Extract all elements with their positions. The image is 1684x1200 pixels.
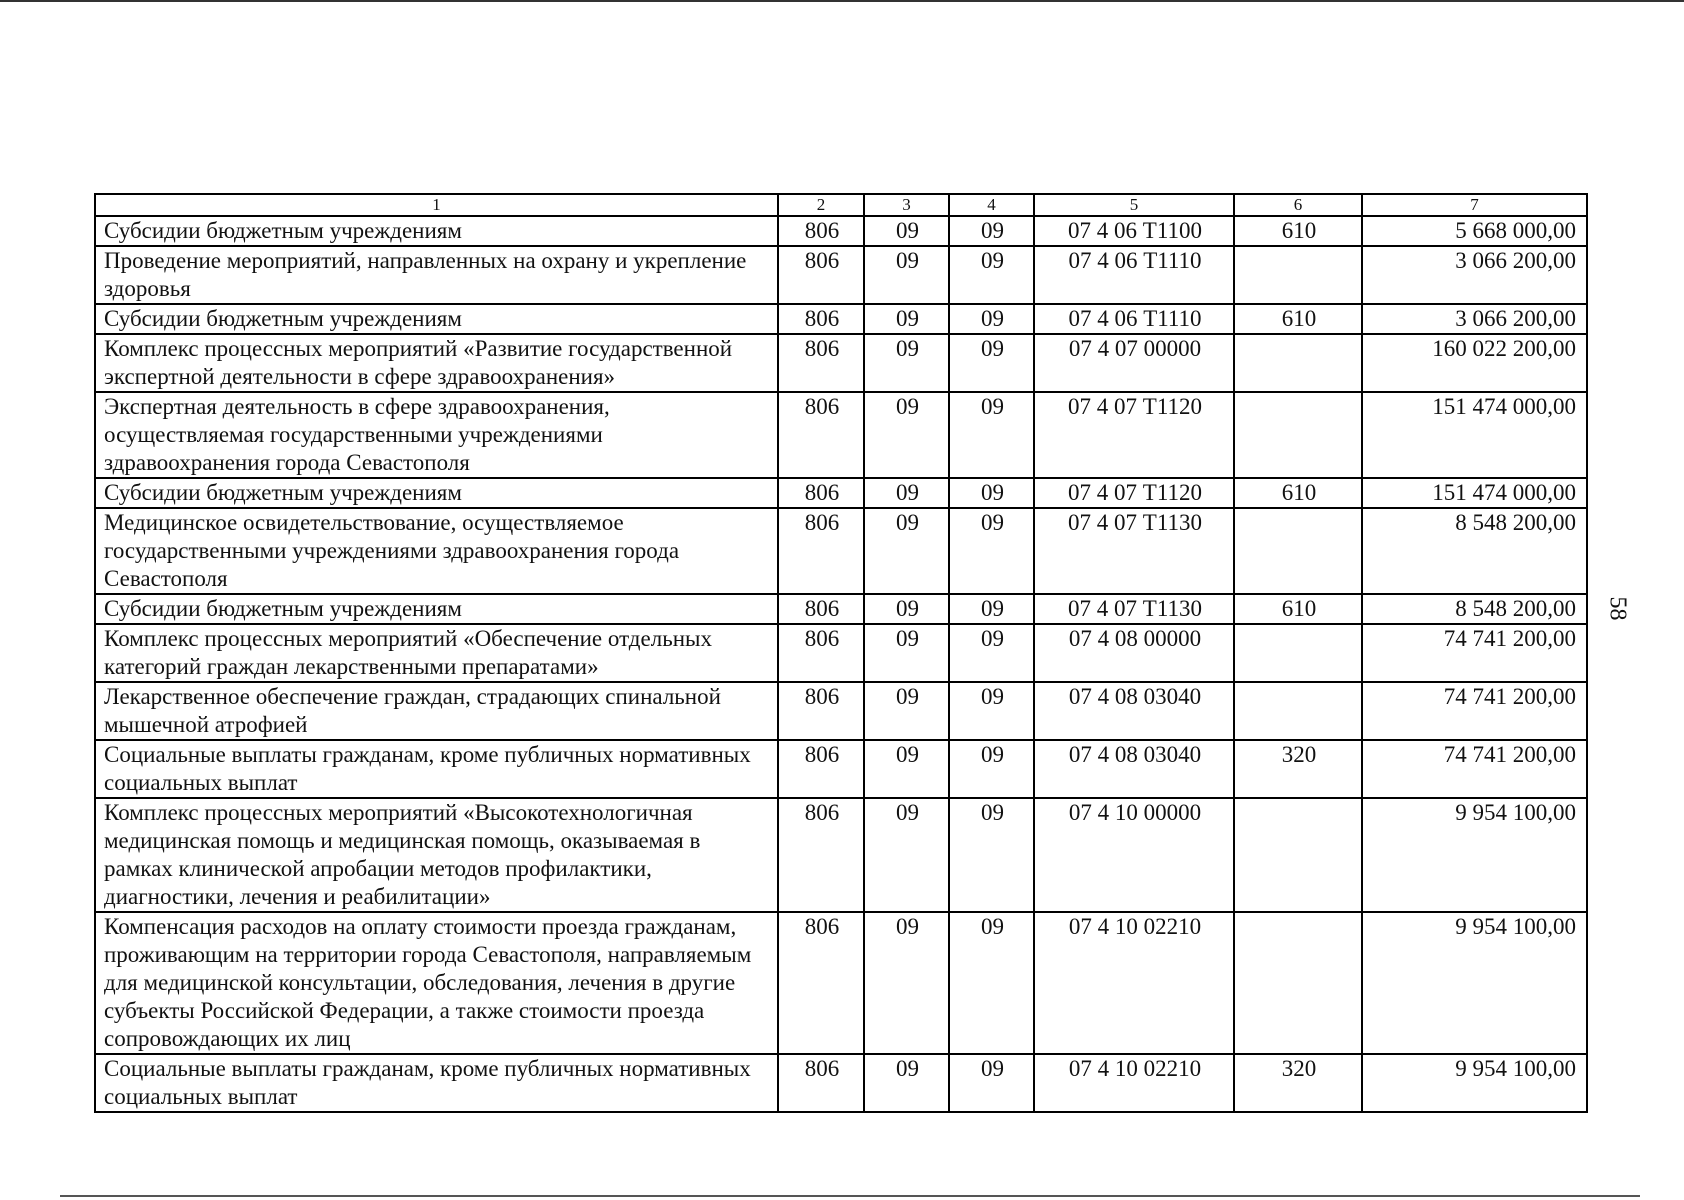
row-section-cell: 09 <box>864 740 949 798</box>
row-expense-type-cell: 320 <box>1234 740 1362 798</box>
row-expense-type-cell <box>1234 624 1362 682</box>
row-expense-type-cell <box>1234 334 1362 392</box>
row-section-cell: 09 <box>864 798 949 912</box>
row-target-article-cell: 07 4 07 Т1120 <box>1034 392 1234 478</box>
row-subsection-cell: 09 <box>949 508 1034 594</box>
row-subsection-cell: 09 <box>949 594 1034 624</box>
table-row <box>95 740 1587 798</box>
row-target-article-cell: 07 4 10 02210 <box>1034 912 1234 1054</box>
table-row <box>95 478 1587 508</box>
row-expense-type-cell <box>1234 508 1362 594</box>
row-target-article-cell: 07 4 06 Т1100 <box>1034 216 1234 246</box>
column-header: 7 <box>1362 194 1587 216</box>
row-code-cell: 806 <box>778 478 864 508</box>
column-header: 4 <box>949 194 1034 216</box>
row-amount-cell: 74 741 200,00 <box>1362 740 1587 798</box>
row-name-cell: Экспертная деятельность в сфере здравоохранения, осуществляемая государственными учреждениями здравоохранения города Севастополя <box>95 392 778 478</box>
page-number: 58 <box>1604 596 1631 621</box>
row-expense-type-cell: 610 <box>1234 478 1362 508</box>
row-target-article-cell: 07 4 10 02210 <box>1034 1054 1234 1112</box>
table-row <box>95 508 1587 594</box>
row-code-cell: 806 <box>778 594 864 624</box>
row-subsection-cell: 09 <box>949 304 1034 334</box>
row-amount-cell: 74 741 200,00 <box>1362 682 1587 740</box>
row-target-article-cell: 07 4 08 03040 <box>1034 682 1234 740</box>
row-code-cell: 806 <box>778 304 864 334</box>
row-amount-cell: 160 022 200,00 <box>1362 334 1587 392</box>
row-section-cell: 09 <box>864 624 949 682</box>
row-amount-cell: 3 066 200,00 <box>1362 246 1587 304</box>
row-target-article-cell: 07 4 08 03040 <box>1034 740 1234 798</box>
table-row <box>95 246 1587 304</box>
row-target-article-cell: 07 4 08 00000 <box>1034 624 1234 682</box>
row-target-article-cell: 07 4 07 Т1120 <box>1034 478 1234 508</box>
row-section-cell: 09 <box>864 304 949 334</box>
row-expense-type-cell <box>1234 798 1362 912</box>
row-amount-cell: 3 066 200,00 <box>1362 304 1587 334</box>
table-row <box>95 912 1587 1054</box>
row-name-cell: Лекарственное обеспечение граждан, страдающих спинальной мышечной атрофией <box>95 682 778 740</box>
row-code-cell: 806 <box>778 798 864 912</box>
row-amount-cell: 9 954 100,00 <box>1362 1054 1587 1112</box>
row-code-cell: 806 <box>778 624 864 682</box>
row-subsection-cell: 09 <box>949 216 1034 246</box>
row-subsection-cell: 09 <box>949 392 1034 478</box>
row-name-cell: Социальные выплаты гражданам, кроме публичных нормативных социальных выплат <box>95 740 778 798</box>
row-target-article-cell: 07 4 07 00000 <box>1034 334 1234 392</box>
row-code-cell: 806 <box>778 246 864 304</box>
row-target-article-cell: 07 4 07 Т1130 <box>1034 508 1234 594</box>
table-row <box>95 304 1587 334</box>
row-expense-type-cell: 610 <box>1234 594 1362 624</box>
budget-table <box>94 193 1588 1113</box>
row-name-cell: Субсидии бюджетным учреждениям <box>95 594 778 624</box>
table-row <box>95 594 1587 624</box>
row-name-cell: Субсидии бюджетным учреждениям <box>95 304 778 334</box>
table-row <box>95 798 1587 912</box>
row-code-cell: 806 <box>778 912 864 1054</box>
row-amount-cell: 5 668 000,00 <box>1362 216 1587 246</box>
row-name-cell: Субсидии бюджетным учреждениям <box>95 478 778 508</box>
row-expense-type-cell <box>1234 912 1362 1054</box>
table-row <box>95 682 1587 740</box>
column-header: 6 <box>1234 194 1362 216</box>
row-amount-cell: 8 548 200,00 <box>1362 508 1587 594</box>
row-name-cell: Комплекс процессных мероприятий «Высокотехнологичная медицинская помощь и медицинская помощь, оказываемая в рамках клинической апробации методов профилактики, диагностики, лечения и реабилитации» <box>95 798 778 912</box>
scan-edge-top <box>0 0 1684 2</box>
row-section-cell: 09 <box>864 508 949 594</box>
table-row <box>95 392 1587 478</box>
row-subsection-cell: 09 <box>949 478 1034 508</box>
table-header-row <box>95 194 1587 216</box>
row-target-article-cell: 07 4 06 Т1110 <box>1034 304 1234 334</box>
table-row <box>95 1054 1587 1112</box>
row-amount-cell: 9 954 100,00 <box>1362 912 1587 1054</box>
row-target-article-cell: 07 4 10 00000 <box>1034 798 1234 912</box>
row-section-cell: 09 <box>864 1054 949 1112</box>
column-header: 1 <box>95 194 778 216</box>
column-header: 5 <box>1034 194 1234 216</box>
row-expense-type-cell: 610 <box>1234 216 1362 246</box>
row-amount-cell: 151 474 000,00 <box>1362 478 1587 508</box>
row-expense-type-cell: 320 <box>1234 1054 1362 1112</box>
column-header: 3 <box>864 194 949 216</box>
row-amount-cell: 74 741 200,00 <box>1362 624 1587 682</box>
row-section-cell: 09 <box>864 392 949 478</box>
row-subsection-cell: 09 <box>949 740 1034 798</box>
row-subsection-cell: 09 <box>949 682 1034 740</box>
column-header: 2 <box>778 194 864 216</box>
row-code-cell: 806 <box>778 1054 864 1112</box>
row-name-cell: Социальные выплаты гражданам, кроме публичных нормативных социальных выплат <box>95 1054 778 1112</box>
row-code-cell: 806 <box>778 392 864 478</box>
row-subsection-cell: 09 <box>949 912 1034 1054</box>
row-section-cell: 09 <box>864 594 949 624</box>
row-amount-cell: 8 548 200,00 <box>1362 594 1587 624</box>
row-expense-type-cell: 610 <box>1234 304 1362 334</box>
row-name-cell: Компенсация расходов на оплату стоимости проезда гражданам, проживающим на территории города Севастополя, направляемым для медицинской консультации, обследования, лечения в другие субъекты Российской Федерации, а также стоимости проезда сопровождающих их лиц <box>95 912 778 1054</box>
row-expense-type-cell <box>1234 392 1362 478</box>
row-name-cell: Проведение мероприятий, направленных на охрану и укрепление здоровья <box>95 246 778 304</box>
row-code-cell: 806 <box>778 216 864 246</box>
row-expense-type-cell <box>1234 246 1362 304</box>
row-section-cell: 09 <box>864 912 949 1054</box>
row-code-cell: 806 <box>778 508 864 594</box>
row-subsection-cell: 09 <box>949 1054 1034 1112</box>
table-row <box>95 216 1587 246</box>
row-subsection-cell: 09 <box>949 624 1034 682</box>
row-section-cell: 09 <box>864 246 949 304</box>
row-code-cell: 806 <box>778 740 864 798</box>
row-amount-cell: 9 954 100,00 <box>1362 798 1587 912</box>
row-subsection-cell: 09 <box>949 798 1034 912</box>
row-target-article-cell: 07 4 06 Т1110 <box>1034 246 1234 304</box>
row-section-cell: 09 <box>864 682 949 740</box>
row-subsection-cell: 09 <box>949 334 1034 392</box>
row-name-cell: Субсидии бюджетным учреждениям <box>95 216 778 246</box>
table-row <box>95 334 1587 392</box>
scan-edge-bottom <box>60 1195 1640 1197</box>
row-section-cell: 09 <box>864 334 949 392</box>
row-expense-type-cell <box>1234 682 1362 740</box>
row-section-cell: 09 <box>864 478 949 508</box>
row-subsection-cell: 09 <box>949 246 1034 304</box>
row-code-cell: 806 <box>778 334 864 392</box>
row-name-cell: Комплекс процессных мероприятий «Обеспечение отдельных категорий граждан лекарственными препаратами» <box>95 624 778 682</box>
table-row <box>95 624 1587 682</box>
row-name-cell: Комплекс процессных мероприятий «Развитие государственной экспертной деятельности в сфере здравоохранения» <box>95 334 778 392</box>
row-code-cell: 806 <box>778 682 864 740</box>
row-target-article-cell: 07 4 07 Т1130 <box>1034 594 1234 624</box>
row-name-cell: Медицинское освидетельствование, осуществляемое государственными учреждениями здравоохранения города Севастополя <box>95 508 778 594</box>
row-section-cell: 09 <box>864 216 949 246</box>
row-amount-cell: 151 474 000,00 <box>1362 392 1587 478</box>
